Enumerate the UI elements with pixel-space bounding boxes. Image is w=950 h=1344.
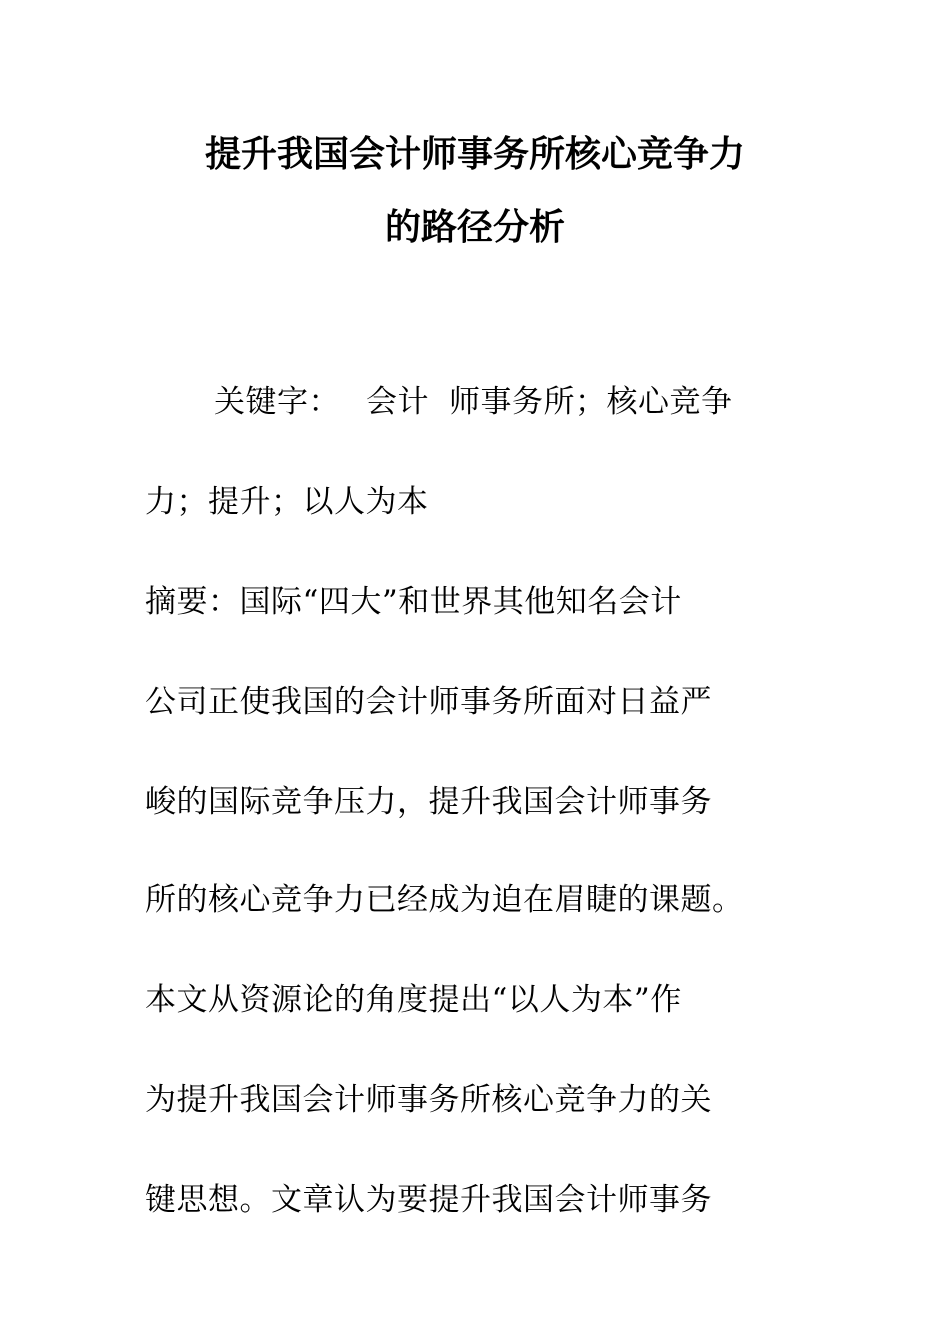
document-title-line-2: 的路径分析 [384, 207, 565, 248]
abstract-line-1: 摘要：国际“四大”和世界其他知名会计 [145, 584, 682, 620]
keyword-text-a: 会计 [366, 384, 429, 420]
keywords-line-1 [214, 382, 733, 422]
abstract-line-6: 为提升我国会计师事务所核心竞争力的关 [145, 1082, 712, 1118]
abstract-line-5: 本文从资源论的角度提出“以人为本”作 [145, 982, 682, 1018]
keywords-line-2: 力；提升；以人为本 [145, 484, 429, 520]
keywords-label: 关键字： [214, 384, 340, 420]
abstract-line-4: 所的核心竞争力已经成为迫在眉睫的课题。 [145, 882, 744, 918]
document-title-line-1: 提升我国会计师事务所核心竞争力 [204, 134, 745, 175]
abstract-line-2: 公司正使我国的会计师事务所面对日益严 [145, 684, 712, 720]
keyword-text-b: 师事务所；核心竞争 [449, 384, 733, 420]
abstract-line-3: 峻的国际竞争压力，提升我国会计师事务 [145, 784, 712, 820]
abstract-line-7: 键思想。文章认为要提升我国会计师事务 [145, 1182, 712, 1218]
